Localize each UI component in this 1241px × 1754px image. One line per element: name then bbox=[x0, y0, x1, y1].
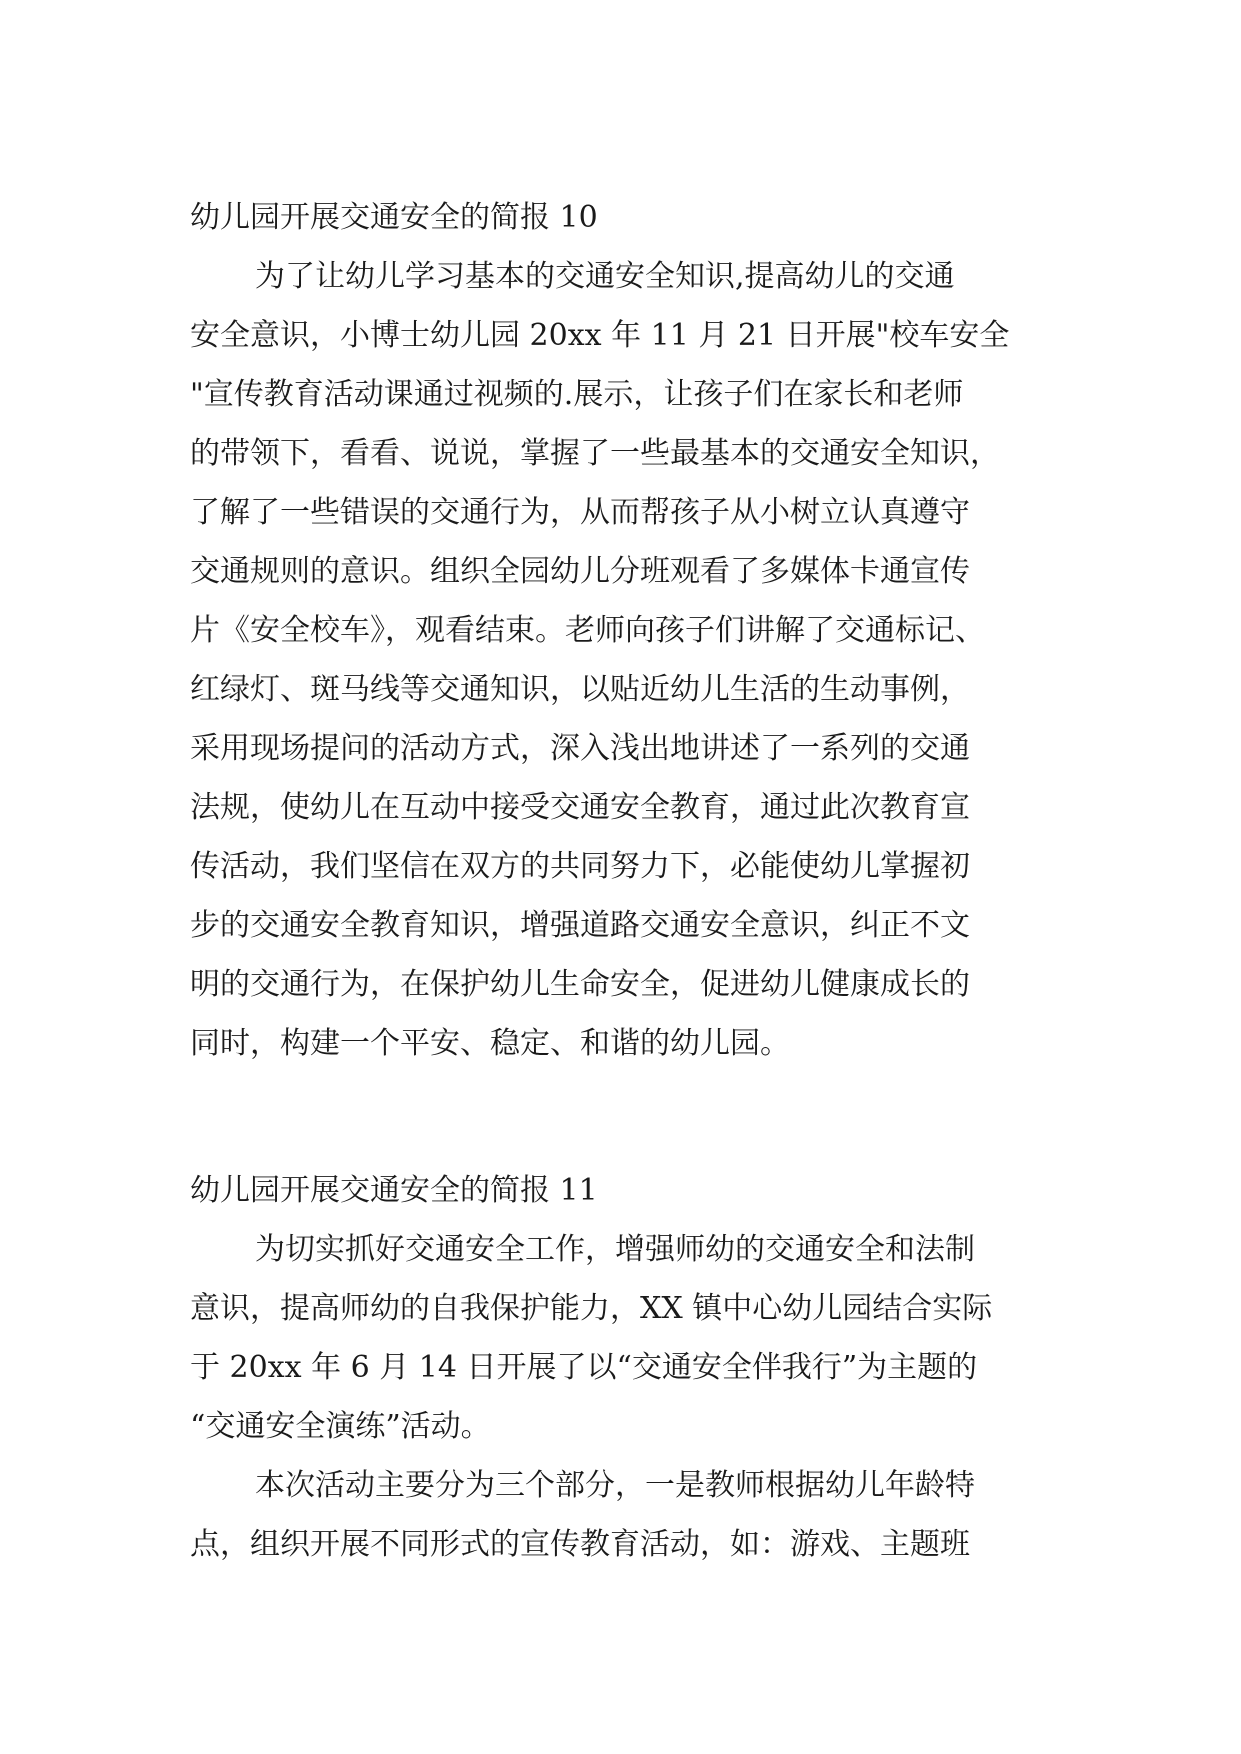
text-line: 本次活动主要分为三个部分，一是教师根据幼儿年龄特 bbox=[255, 1468, 975, 1503]
paragraph bbox=[190, 247, 1065, 1073]
text-line: 安全意识，小博士幼儿园 20xx 年 11 月 21 日开展"校车安全 bbox=[190, 318, 1010, 353]
section-heading: 幼儿园开展交通安全的简报 11 bbox=[190, 1173, 598, 1208]
text-line: 点，组织开展不同形式的宣传教育活动，如：游戏、主题班 bbox=[190, 1527, 970, 1562]
text-line: 片《安全校车》，观看结束。老师向孩子们讲解了交通标记、 bbox=[190, 613, 985, 648]
text-line: 明的交通行为，在保护幼儿生命安全，促进幼儿健康成长的 bbox=[190, 967, 970, 1002]
text-line: 意识，提高师幼的自我保护能力，XX 镇中心幼儿园结合实际 bbox=[190, 1291, 993, 1326]
text-line: “交通安全演练”活动。 bbox=[190, 1409, 491, 1444]
section-spacer bbox=[190, 1073, 1065, 1161]
text-line: 的带领下，看看、说说，掌握了一些最基本的交通安全知识， bbox=[190, 436, 1000, 471]
text-line: "宣传教育活动课通过视频的.展示，让孩子们在家长和老师 bbox=[190, 377, 964, 412]
text-line: 法规，使幼儿在互动中接受交通安全教育，通过此次教育宣 bbox=[190, 790, 970, 825]
section-heading: 幼儿园开展交通安全的简报 10 bbox=[190, 200, 598, 235]
document-body bbox=[190, 188, 1065, 1574]
text-line: 为切实抓好交通安全工作，增强师幼的交通安全和法制 bbox=[255, 1232, 975, 1267]
text-line: 了解了一些错误的交通行为，从而帮孩子从小树立认真遵守 bbox=[190, 495, 970, 530]
paragraph bbox=[190, 1456, 1065, 1574]
text-line: 同时，构建一个平安、稳定、和谐的幼儿园。 bbox=[190, 1026, 790, 1061]
text-line: 交通规则的意识。组织全园幼儿分班观看了多媒体卡通宣传 bbox=[190, 554, 970, 589]
section-report-10 bbox=[190, 188, 1065, 1073]
paragraph bbox=[190, 1220, 1065, 1456]
text-line: 红绿灯、斑马线等交通知识，以贴近幼儿生活的生动事例， bbox=[190, 672, 970, 707]
text-line: 于 20xx 年 6 月 14 日开展了以“交通安全伴我行”为主题的 bbox=[190, 1350, 978, 1385]
section-report-11 bbox=[190, 1161, 1065, 1574]
text-line: 采用现场提问的活动方式，深入浅出地讲述了一系列的交通 bbox=[190, 731, 970, 766]
text-line: 传活动，我们坚信在双方的共同努力下，必能使幼儿掌握初 bbox=[190, 849, 970, 884]
text-line: 为了让幼儿学习基本的交通安全知识,提高幼儿的交通 bbox=[255, 259, 955, 294]
text-line: 步的交通安全教育知识，增强道路交通安全意识，纠正不文 bbox=[190, 908, 970, 943]
